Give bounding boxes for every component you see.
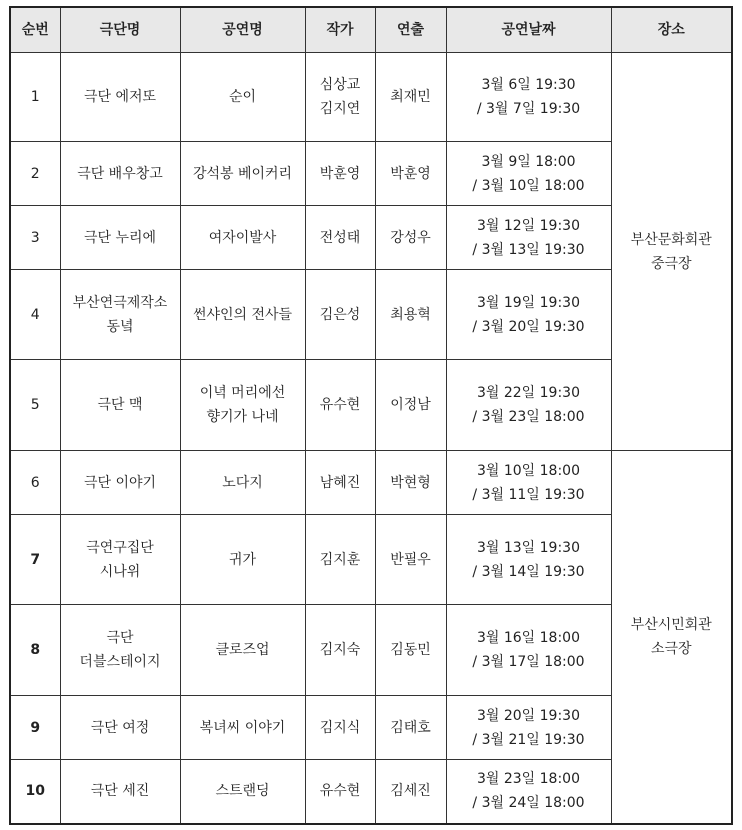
date-cell-text: 3월 20일 19:30 <box>476 707 581 724</box>
title-cell-text: 클로즈업 <box>215 642 270 658</box>
troupe-cell <box>60 760 180 824</box>
date-cell-text: / 3월 11일 19:30 <box>472 486 585 503</box>
venue-cell <box>611 53 732 451</box>
director-cell <box>375 206 446 270</box>
director-cell-text: 강성우 <box>390 229 431 246</box>
title-cell-text: 복녀씨 이야기 <box>199 719 286 736</box>
troupe-cell-text: 더블스테이지 <box>79 654 161 670</box>
title-cell-text: 향기가 나네 <box>206 409 279 425</box>
date-cell-text: / 3월 10일 18:00 <box>472 177 585 194</box>
date-cell-text: 3월 6일 19:30 <box>481 77 576 93</box>
row-number-cell-text: 2 <box>30 165 40 182</box>
venue-cell-text: 소극장 <box>650 640 692 657</box>
row-number-cell <box>10 206 60 270</box>
date-cell-text: 3월 9일 18:00 <box>481 153 576 170</box>
director-cell-text: 김태호 <box>390 719 431 736</box>
troupe-cell <box>60 206 180 270</box>
troupe-cell-text: 극단 누리에 <box>83 229 157 246</box>
venue-cell <box>611 451 732 824</box>
troupe-cell <box>60 270 180 360</box>
row-number-cell <box>10 760 60 824</box>
director-cell-text: 최용혁 <box>390 306 431 323</box>
troupe-cell-text: 극단 맥 <box>97 397 143 413</box>
row-number-cell-text: 1 <box>30 89 40 105</box>
title-cell-text: 강석봉 베이커리 <box>192 165 293 182</box>
table-body <box>10 53 732 824</box>
troupe-cell-text: 극단 이야기 <box>83 474 157 491</box>
troupe-cell-text: 극연구집단 <box>86 539 154 556</box>
date-cell-text: / 3월 20일 19:30 <box>472 318 585 335</box>
writer-cell <box>305 696 375 760</box>
date-cell-text: / 3월 14일 19:30 <box>472 563 585 580</box>
director-cell <box>375 696 446 760</box>
title-cell <box>180 360 305 451</box>
writer-cell <box>305 53 375 142</box>
date-cell-text: / 3월 13일 19:30 <box>472 241 585 258</box>
schedule-table-wrapper <box>9 6 733 825</box>
troupe-cell-text: 극단 배우창고 <box>77 165 163 182</box>
writer-cell-text: 박훈영 <box>319 165 361 182</box>
date-cell-text: 3월 16일 18:00 <box>476 630 581 646</box>
writer-cell-text: 심상교 <box>319 77 361 93</box>
troupe-cell-text: 극단 <box>106 630 134 646</box>
date-cell <box>446 451 611 515</box>
director-cell-text: 박현형 <box>390 474 431 491</box>
title-cell-text: 여자이발사 <box>208 229 277 246</box>
writer-cell-text: 김은성 <box>319 306 361 323</box>
date-cell <box>446 360 611 451</box>
header-cell-no: 순번 <box>10 7 60 53</box>
troupe-cell <box>60 515 180 605</box>
date-cell <box>446 142 611 206</box>
director-cell-text: 반필우 <box>390 551 431 568</box>
director-cell <box>375 360 446 451</box>
title-cell-text: 스트랜딩 <box>215 783 270 800</box>
date-cell <box>446 760 611 824</box>
troupe-cell <box>60 696 180 760</box>
date-cell-text: 3월 23일 18:00 <box>476 771 581 788</box>
title-cell <box>180 760 305 824</box>
title-cell <box>180 696 305 760</box>
header-cell-writer: 작가 <box>305 7 375 53</box>
title-cell <box>180 206 305 270</box>
troupe-cell <box>60 451 180 515</box>
date-cell-text: / 3월 24일 18:00 <box>472 795 585 812</box>
row-number-cell-text: 5 <box>30 397 40 413</box>
row-number-cell <box>10 142 60 206</box>
writer-cell <box>305 451 375 515</box>
title-cell <box>180 270 305 360</box>
row-number-cell <box>10 515 60 605</box>
writer-cell <box>305 515 375 605</box>
writer-cell <box>305 605 375 696</box>
date-cell-text: / 3월 23일 18:00 <box>472 409 585 425</box>
writer-cell-text: 김지숙 <box>319 642 361 658</box>
row-number-cell-text: 3 <box>30 229 40 246</box>
writer-cell <box>305 142 375 206</box>
date-cell <box>446 53 611 142</box>
row-number-cell-text: 8 <box>30 642 41 658</box>
date-cell-text: / 3월 17일 18:00 <box>472 654 585 670</box>
row-number-cell <box>10 360 60 451</box>
row-number-cell-text: 7 <box>30 551 41 568</box>
title-cell <box>180 605 305 696</box>
director-cell-text: 김동민 <box>390 642 431 658</box>
writer-cell-text: 김지연 <box>319 101 361 117</box>
troupe-cell-text: 시나위 <box>99 563 141 580</box>
venue-cell-text: 부산시민회관 <box>630 616 712 633</box>
row-number-cell-text: 4 <box>30 306 40 323</box>
director-cell <box>375 760 446 824</box>
writer-cell <box>305 360 375 451</box>
director-cell <box>375 270 446 360</box>
date-cell <box>446 206 611 270</box>
troupe-cell-text: 극단 에저또 <box>83 89 157 105</box>
date-cell-text: 3월 13일 19:30 <box>476 539 581 556</box>
row-number-cell-text: 9 <box>30 719 41 736</box>
row-number-cell <box>10 451 60 515</box>
writer-cell-text: 김지식 <box>319 719 361 736</box>
writer-cell-text: 유수현 <box>319 397 361 413</box>
title-cell-text: 썬샤인의 전사들 <box>192 306 293 323</box>
director-cell <box>375 142 446 206</box>
director-cell-text: 김세진 <box>390 783 431 800</box>
date-cell <box>446 605 611 696</box>
header-cell-title: 공연명 <box>180 7 305 53</box>
title-cell-text: 노다지 <box>222 474 263 491</box>
venue-cell-text: 부산문화회관 <box>630 231 712 248</box>
date-cell <box>446 515 611 605</box>
date-cell-text: 3월 19일 19:30 <box>476 294 581 311</box>
date-cell-text: 3월 10일 18:00 <box>476 462 581 479</box>
title-cell-text: 이녁 머리에선 <box>199 385 286 401</box>
date-cell-text: / 3월 7일 19:30 <box>476 101 581 117</box>
row-number-cell <box>10 605 60 696</box>
troupe-cell <box>60 360 180 451</box>
director-cell <box>375 515 446 605</box>
row-number-cell <box>10 696 60 760</box>
title-cell <box>180 142 305 206</box>
writer-cell-text: 전성태 <box>319 229 361 246</box>
troupe-cell <box>60 605 180 696</box>
writer-cell-text: 유수현 <box>319 783 361 800</box>
writer-cell <box>305 206 375 270</box>
writer-cell <box>305 760 375 824</box>
header-cell-troupe: 극단명 <box>60 7 180 53</box>
director-cell <box>375 53 446 142</box>
troupe-cell-text: 극단 세진 <box>90 783 150 800</box>
writer-cell-text: 남혜진 <box>319 474 361 491</box>
writer-cell <box>305 270 375 360</box>
row-number-cell <box>10 53 60 142</box>
title-cell-text: 귀가 <box>228 551 257 568</box>
row-number-cell-text: 10 <box>25 783 45 800</box>
troupe-cell-text: 동녘 <box>106 318 134 335</box>
table-row <box>10 451 732 515</box>
title-cell <box>180 53 305 142</box>
header-cell-venue: 장소 <box>611 7 732 53</box>
table-row <box>10 53 732 142</box>
director-cell <box>375 451 446 515</box>
row-number-cell-text: 6 <box>30 474 40 491</box>
title-cell <box>180 515 305 605</box>
date-cell-text: 3월 22일 19:30 <box>476 385 581 401</box>
header-row <box>10 7 732 53</box>
director-cell-text: 이정남 <box>390 397 431 413</box>
troupe-cell <box>60 142 180 206</box>
writer-cell-text: 김지훈 <box>319 551 361 568</box>
troupe-cell <box>60 53 180 142</box>
director-cell <box>375 605 446 696</box>
troupe-cell-text: 부산연극제작소 <box>72 294 168 311</box>
performance-schedule-table <box>9 6 733 825</box>
header-cell-director: 연출 <box>375 7 446 53</box>
date-cell <box>446 270 611 360</box>
director-cell-text: 박훈영 <box>390 165 431 182</box>
date-cell-text: / 3월 21일 19:30 <box>472 731 585 748</box>
troupe-cell-text: 극단 여정 <box>90 719 150 736</box>
date-cell-text: 3월 12일 19:30 <box>476 217 581 234</box>
venue-cell-text: 중극장 <box>650 255 692 272</box>
title-cell <box>180 451 305 515</box>
title-cell-text: 순이 <box>228 89 257 105</box>
row-number-cell <box>10 270 60 360</box>
date-cell <box>446 696 611 760</box>
header-cell-date: 공연날짜 <box>446 7 611 53</box>
director-cell-text: 최재민 <box>390 89 431 105</box>
